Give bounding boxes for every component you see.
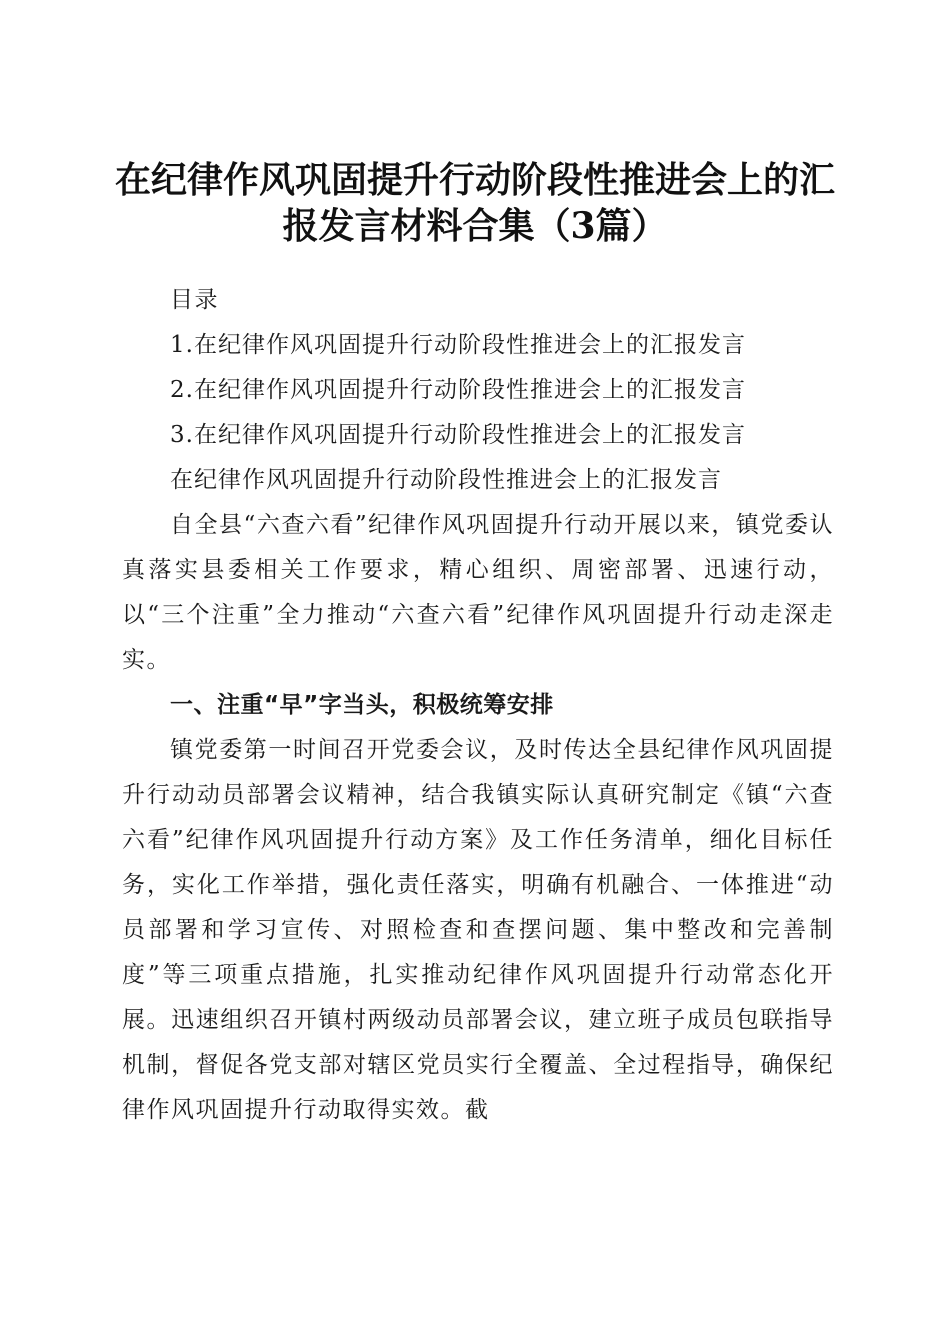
toc-label: 目录 [170, 287, 219, 313]
intro-paragraph: 自全县“六查六看”纪律作风巩固提升行动开展以来，镇党委认真落实县委相关工作要求，精心组织、周密部署、迅速行动，以“三个注重”全力推动“六查六看”纪律作风巩固提升行动走深走实。 [122, 512, 834, 673]
document-title-line-1: 在纪律作风巩固提升行动阶段性推进会上的汇 [114, 159, 835, 202]
toc-item-2: 2.在纪律作风巩固提升行动阶段性推进会上的汇报发言 [170, 377, 746, 403]
article-title: 在纪律作风巩固提升行动阶段性推进会上的汇报发言 [170, 467, 722, 493]
section-1-heading: 一、注重“早”字当头，积极统筹安排 [170, 692, 554, 718]
toc-item-3: 3.在纪律作风巩固提升行动阶段性推进会上的汇报发言 [170, 422, 746, 448]
document-title [100, 157, 850, 249]
document-title-line-2: 报发言材料合集（3篇） [282, 205, 668, 248]
section-1-paragraph: 镇党委第一时间召开党委会议，及时传达全县纪律作风巩固提升行动动员部署会议精神，结合我镇实际认真研究制定《镇“六查六看”纪律作风巩固提升行动方案》及工作任务清单，细化目标任务，实化工作举措，强化责任落实，明确有机融合、一体推进“动员部署和学习宣传、对照检查和查摆问题、集中整改和完善制度”等三项重点措施，扎实推动纪律作风巩固提升行动常态化开展。迅速组织召开镇村两级动员部署会议，建立班子成员包联指导机制，督促各党支部对辖区党员实行全覆盖、全过程指导，确保纪律作风巩固提升行动取得实效。截 [122, 737, 834, 1123]
document-body [122, 278, 834, 1133]
toc-item-1: 1.在纪律作风巩固提升行动阶段性推进会上的汇报发言 [170, 332, 746, 358]
